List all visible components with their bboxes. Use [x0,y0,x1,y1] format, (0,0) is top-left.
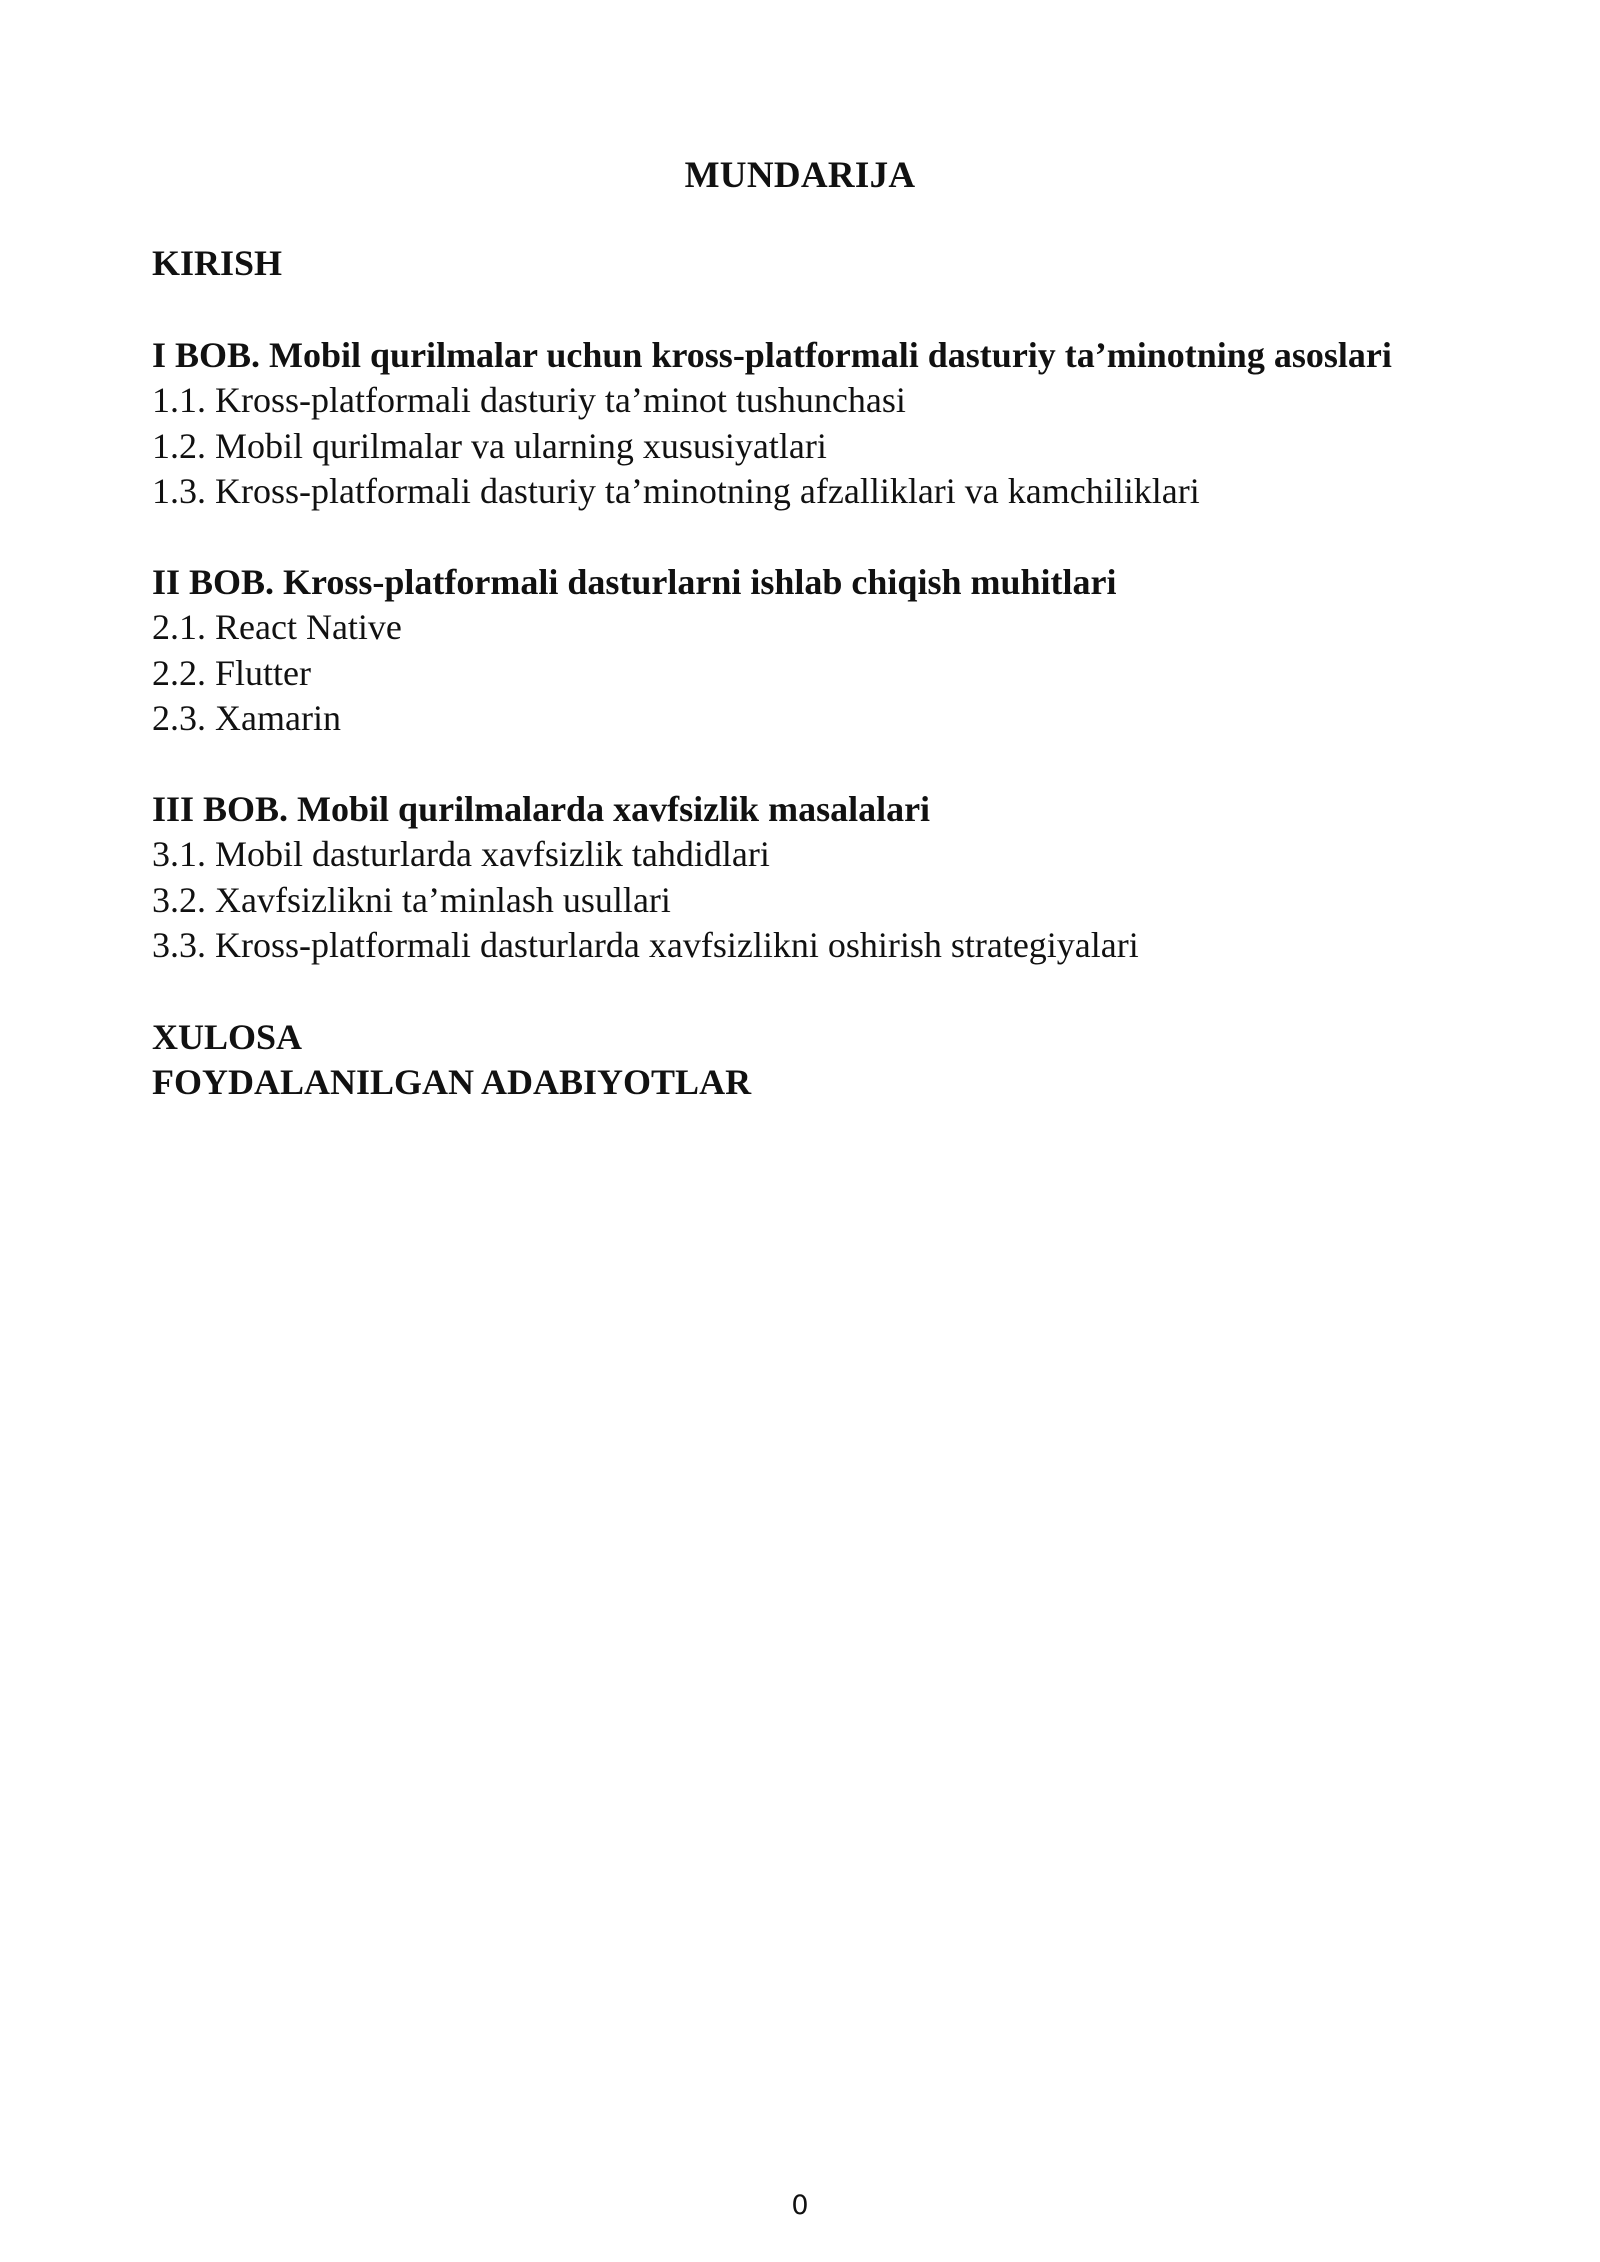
toc-chapter-3 [152,787,1472,969]
section-item: 1.3. Kross-platformali dasturiy ta’minotning afzalliklari va kamchiliklari [152,471,1200,511]
section-item: 3.2. Xavfsizlikni ta’minlash usullari [152,879,671,920]
table-of-contents [152,241,1472,1106]
page-title: MUNDARIJA [684,155,916,196]
section-item: 1.2. Mobil qurilmalar va ularning xususiyatlari [152,425,827,466]
section-item: 1.1. Kross-platformali dasturiy ta’minot tushunchasi [152,380,906,420]
section-item: 2.3. Xamarin [152,698,341,738]
page-number: 0 [791,2190,809,2221]
section-item: 2.2. Flutter [152,652,311,693]
toc-intro: KIRISH [152,243,283,283]
section-item: 2.1. React Native [152,607,402,647]
toc-chapter-1 [152,333,1472,515]
toc-chapter-2 [152,560,1472,742]
chapter-heading: II BOB. Kross-platformali dasturlarni ishlab chiqish muhitlari [152,561,1117,602]
toc-conclusion: XULOSA [152,1016,303,1057]
chapter-heading: III BOB. Mobil qurilmalarda xavfsizlik masalalari [152,788,931,829]
section-item: 3.3. Kross-platformali dasturlarda xavfsizlikni oshirish strategiyalari [152,925,1139,965]
chapter-heading: I BOB. Mobil qurilmalar uchun kross-platformali dasturiy ta’minotning asoslari [152,334,1392,375]
toc-references: FOYDALANILGAN ADABIYOTLAR [152,1062,752,1102]
section-item: 3.1. Mobil dasturlarda xavfsizlik tahdidlari [152,834,770,874]
